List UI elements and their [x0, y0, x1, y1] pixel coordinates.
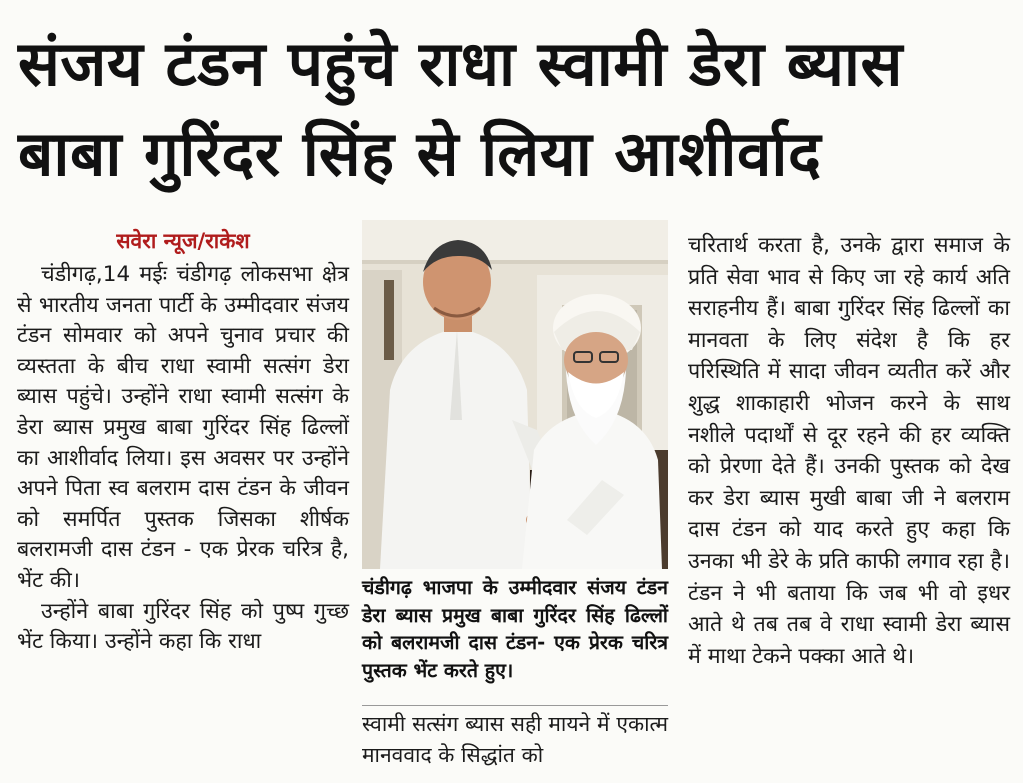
left-column	[17, 226, 349, 658]
right-column	[688, 230, 1010, 672]
news-photo	[362, 220, 668, 569]
headline-line-2: बाबा गुरिंदर सिंह से लिया आशीर्वाद	[18, 117, 822, 190]
byline: सवेरा न्यूज/राकेश	[116, 229, 250, 253]
left-paragraph-1: चंडीगढ़,14 मईः चंडीगढ़ लोकसभा क्षेत्र से भारतीय जनता पार्टी के उम्मीदवार संजय टंडन सोमवार को अपने चुनाव प्रचार की व्यस्तता के बीच राधा स्वामी सत्संग डेरा ब्यास पहुंचे। उन्होंने राधा स्वामी सत्संग के डेरा ब्यास प्रमुख बाबा गुरिंदर सिंह ढिल्लों का आशीर्वाद लिया। इस अवसर पर उन्होंने अपने पिता स्व बलराम दास टंडन के जीवन को समर्पित पुस्तक जिसका शीर्षक बलरामजी दास टंडन - एक प्रेरक चरित्र है, भेंट की।	[17, 262, 349, 593]
caption-divider	[362, 705, 668, 706]
photo-caption: चंडीगढ़ भाजपा के उम्मीदवार संजय टंडन डेरा ब्यास प्रमुख बाबा गुरिंदर सिंह ढिल्लों को बलरामजी दास टंडन- एक प्रेरक चरित्र पुस्तक भेंट करते हुए।	[362, 576, 668, 682]
headline-line-1: संजय टंडन पहुंचे राधा स्वामी डेरा ब्यास	[18, 27, 903, 100]
center-paragraph: स्वामी सत्संग ब्यास सही मायने में एकात्म मानववाद के सिद्धांत को	[362, 712, 668, 767]
photo-illustration	[362, 220, 668, 569]
left-paragraph-2: उन्होंने बाबा गुरिंदर सिंह को पुष्प गुच्छ भेंट किया। उन्होंने कहा कि राधा	[17, 598, 349, 655]
center-column	[362, 709, 668, 771]
right-paragraph: चरितार्थ करता है, उनके द्वारा समाज के प्रति सेवा भाव से किए जा रहे कार्य अति सराहनीय हैं। बाबा गुरिंदर सिंह ढिल्लों का मानवता के लिए संदेश है कि हर परिस्थिति में सादा जीवन व्यतीत करें और शुद्ध शाकाहारी भोजन करने के साथ नशीले पदार्थों से दूर रहने की हर व्यक्ति को प्रेरणा देते हैं। उनकी पुस्तक को देख कर डेरा ब्यास मुखी बाबा जी ने बलराम दास टंडन को याद करते हुए कहा कि उनका भी डेरे के प्रति काफी लगाव रहा है। टंडन ने भी बताया कि जब भी वो इधर आते थे तब तब वे राधा स्वामी डेरा ब्यास में माथा टेकने पक्का आते थे।	[688, 233, 1010, 669]
